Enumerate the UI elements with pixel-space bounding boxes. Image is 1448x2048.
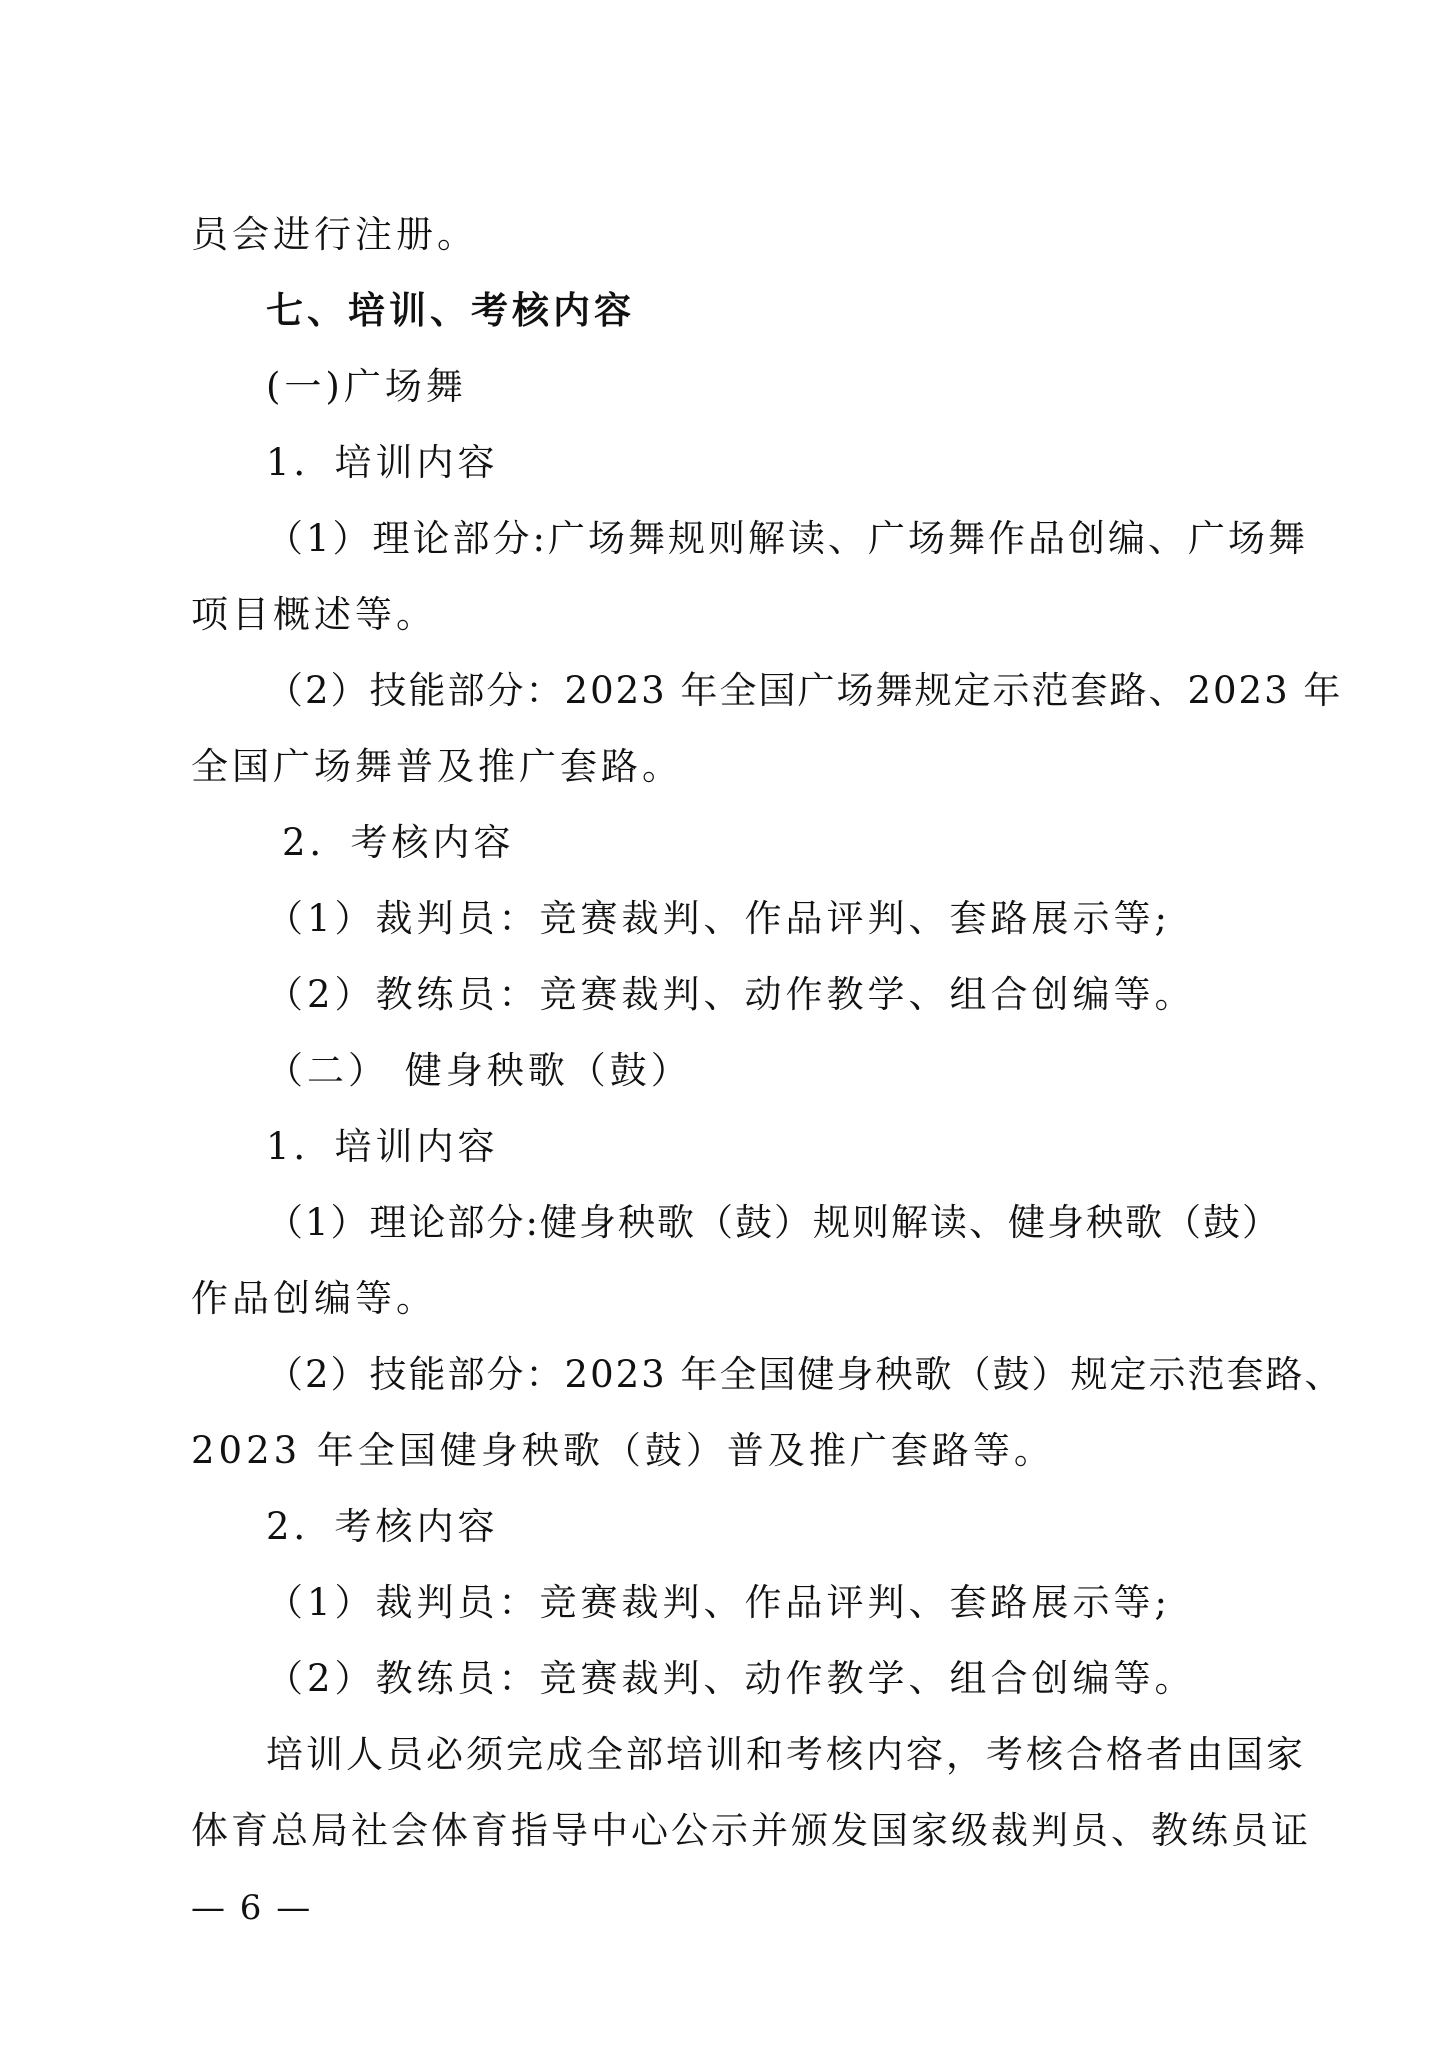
closing-paragraph-cont: 体育总局社会体育指导中心公示并颁发国家级裁判员、教练员证 [191,1809,1311,1852]
item-skill-part-2: （2）技能部分：2023 年全国健身秧歌（鼓）规定示范套路、 [266,1353,1344,1396]
item-referee-2: （1）裁判员：竞赛裁判、作品评判、套路展示等; [266,1581,1172,1624]
item-assessment-content-2: 2．考核内容 [266,1505,499,1548]
item-referee-1: （1）裁判员：竞赛裁判、作品评判、套路展示等; [266,897,1172,940]
section-heading-7: 七、培训、考核内容 [266,289,635,332]
subsection-heading-yangko: （二） 健身秧歌（鼓） [266,1049,692,1092]
paragraph-continuation: 员会进行注册。 [191,213,478,256]
item-coach-1: （2）教练员：竞赛裁判、动作教学、组合创编等。 [266,973,1196,1016]
item-theory-part-2: （1）理论部分:健身秧歌（鼓）规则解读、健身秧歌（鼓） [266,1201,1282,1244]
item-theory-part-1: （1）理论部分:广场舞规则解读、广场舞作品创编、广场舞 [266,517,1309,560]
page-number: — 6 — [191,1888,313,1928]
closing-paragraph: 培训人员必须完成全部培训和考核内容，考核合格者由国家 [266,1733,1306,1776]
item-coach-2: （2）教练员：竞赛裁判、动作教学、组合创编等。 [266,1657,1196,1700]
item-skill-part-1-cont: 全国广场舞普及推广套路。 [191,745,683,788]
item-assessment-content-1: 2．考核内容 [282,821,515,864]
subsection-heading-square-dance: (一)广场舞 [266,365,467,408]
item-training-content-1: 1．培训内容 [266,441,499,484]
item-skill-part-1: （2）技能部分：2023 年全国广场舞规定示范套路、2023 年 [266,669,1343,712]
item-training-content-2: 1．培训内容 [266,1125,499,1168]
item-theory-part-2-cont: 作品创编等。 [191,1277,437,1320]
item-skill-part-2-cont: 2023 年全国健身秧歌（鼓）普及推广套路等。 [191,1429,1055,1472]
item-theory-part-1-cont: 项目概述等。 [191,593,437,636]
